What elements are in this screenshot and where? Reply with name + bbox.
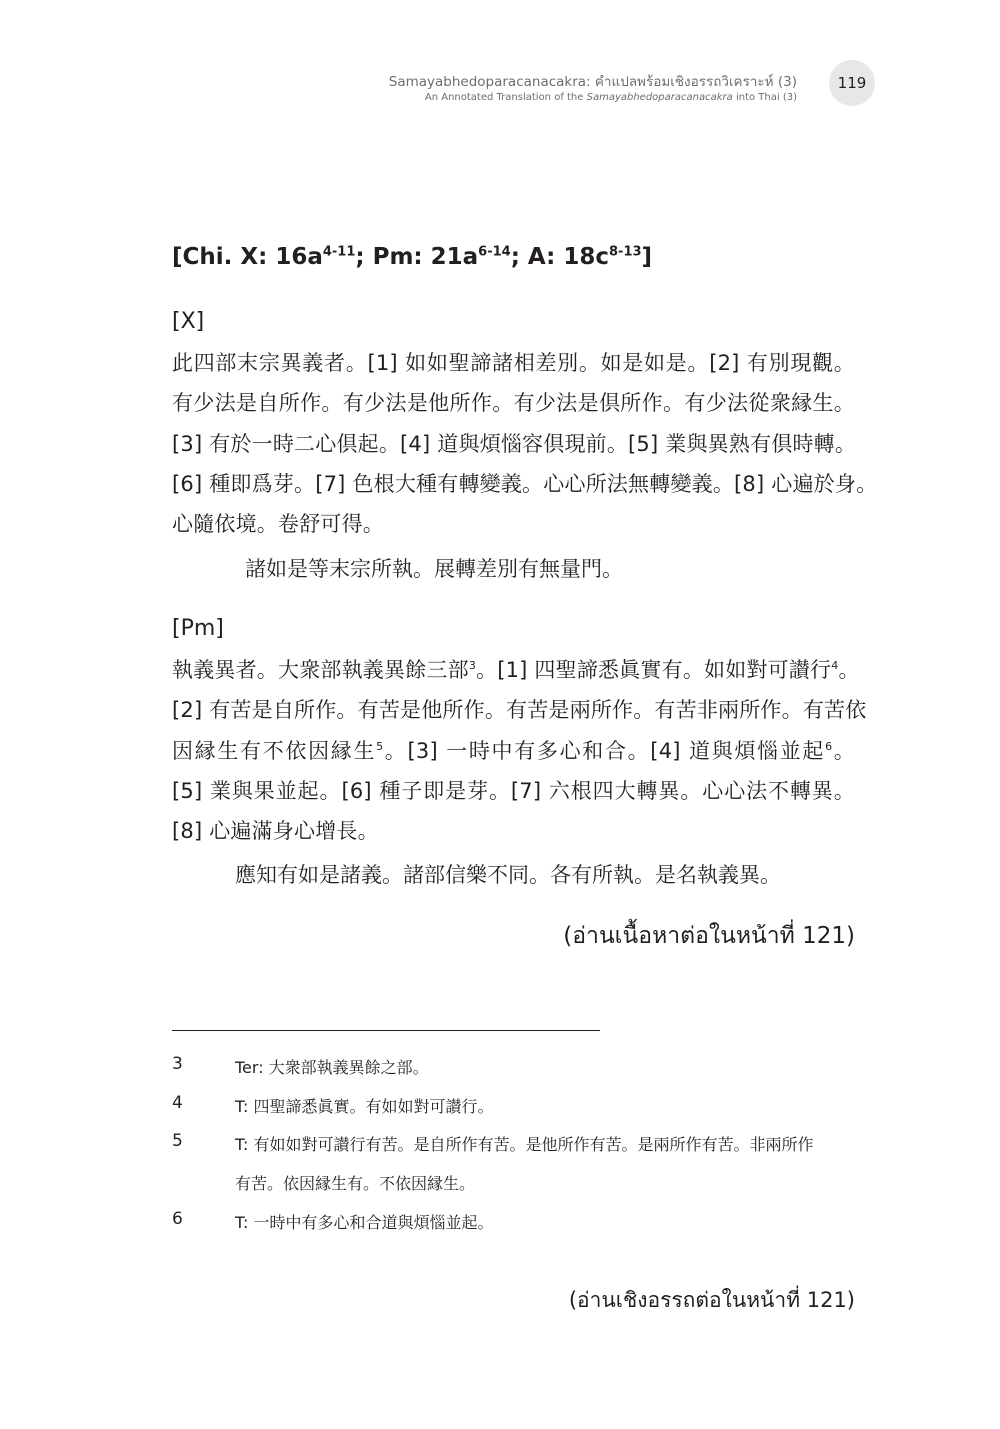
x-text-line: 有少法是自所作。有少法是他所作。有少法是倶所作。有少法從衆縁生。 xyxy=(172,391,855,416)
footnote-text: T: 有如如對可讃行有苦。是自所作有苦。是他所作有苦。是兩所作有苦。非兩所作 xyxy=(235,1135,814,1154)
heading-superscript: 6-14 xyxy=(478,244,511,260)
pm-section-text xyxy=(172,650,867,851)
heading-part: ] xyxy=(641,244,653,270)
content-continued-note: (อ่านเนื้อหาต่อในหน้าที่ 121) xyxy=(563,923,855,949)
pm-section-label: [Pm] xyxy=(172,616,224,641)
x-text-line: [6] 種即爲芽。[7] 色根大種有轉變義。心心所法無轉變義。[8] 心遍於身。 xyxy=(172,471,878,496)
footnote-number: 3 xyxy=(172,1054,183,1074)
pm-text-line xyxy=(172,690,867,730)
heading-part: [Chi. X: 16a xyxy=(172,244,323,270)
footnote-ref: 5 xyxy=(376,739,384,753)
x-section-label: [X] xyxy=(172,309,205,334)
pm-text-line xyxy=(172,811,855,851)
subtitle-prefix: An Annotated Translation of the xyxy=(424,92,587,103)
x-section-closing: 諸如是等末宗所執。展轉差別有無量門。 xyxy=(245,557,623,581)
pm-text-line xyxy=(172,771,855,811)
footnote-divider xyxy=(172,1030,600,1031)
text-segment: 因縁生有不依因縁生 xyxy=(172,738,377,763)
text-segment: 。[3] 一時中有多心和合。[4] 道與煩惱並起 xyxy=(383,738,826,763)
source-reference-heading xyxy=(172,244,652,270)
text-segment: [2] 有苦是自所作。有苦是他所作。有苦是兩所作。有苦非兩所作。有苦依 xyxy=(172,698,867,723)
text-segment: [8] 心遍滿身心增長。 xyxy=(172,819,379,844)
page-number: 119 xyxy=(837,74,867,92)
text-segment: 執義異者。大衆部執義異餘三部 xyxy=(172,658,469,682)
subtitle-italic-title: Samayabhedoparacanacakra xyxy=(586,92,733,103)
text-segment: 。 xyxy=(832,738,855,763)
running-header-subtitle xyxy=(425,92,797,103)
running-header-title: Samayabhedoparacanacakra: คำแปลพร้อมเชิงอรรถวิเคราะห์ (3) xyxy=(388,74,797,90)
x-text-line: 此四部末宗異義者。[1] 如如聖諦諸相差別。如是如是。[2] 有別現觀。 xyxy=(172,351,855,375)
heading-part: ; Pm: 21a xyxy=(355,244,479,270)
footnote-ref: 4 xyxy=(831,659,839,672)
pm-section-closing: 應知有如是諸義。諸部信樂不同。各有所執。是名執義異。 xyxy=(235,863,781,887)
heading-part: ; A: 18c xyxy=(510,244,609,270)
footnote-number: 4 xyxy=(172,1093,183,1113)
subtitle-suffix: into Thai (3) xyxy=(732,92,797,103)
footnote-number: 6 xyxy=(172,1209,183,1229)
footnote-continued-note: (อ่านเชิงอรรถต่อในหน้าที่ 121) xyxy=(568,1288,855,1312)
x-text-line: 心隨依境。卷舒可得。 xyxy=(172,512,384,537)
footnote-number: 5 xyxy=(172,1131,183,1151)
footnote-text: T: 一時中有多心和合道與煩惱並起。 xyxy=(235,1213,494,1232)
heading-superscript: 4-11 xyxy=(322,244,356,260)
page-number-badge xyxy=(829,60,875,106)
text-segment: [5] 業與果並起。[6] 種子即是芽。[7] 六根四大轉異。心心法不轉異。 xyxy=(172,778,855,803)
footnote-text: T: 四聖諦悉眞實。有如如對可讃行。 xyxy=(235,1097,494,1116)
x-section-text xyxy=(172,343,878,544)
x-text-line: [3] 有於一時二心倶起。[4] 道與煩惱容倶現前。[5] 業與異熟有倶時轉。 xyxy=(172,431,857,456)
pm-text-line xyxy=(172,731,855,771)
pm-text-line xyxy=(172,650,860,690)
footnote-text-continuation: 有苦。依因縁生有。不依因縁生。 xyxy=(235,1174,476,1193)
footnote-ref: 3 xyxy=(468,659,477,672)
heading-superscript: 8-13 xyxy=(609,244,642,260)
text-segment: 。 xyxy=(838,658,860,682)
footnote-text: Ter: 大衆部執義異餘之部。 xyxy=(235,1058,429,1077)
text-segment: 。[1] 四聖諦悉眞實有。如如對可讃行 xyxy=(476,658,832,682)
footnote-ref: 6 xyxy=(825,739,833,753)
